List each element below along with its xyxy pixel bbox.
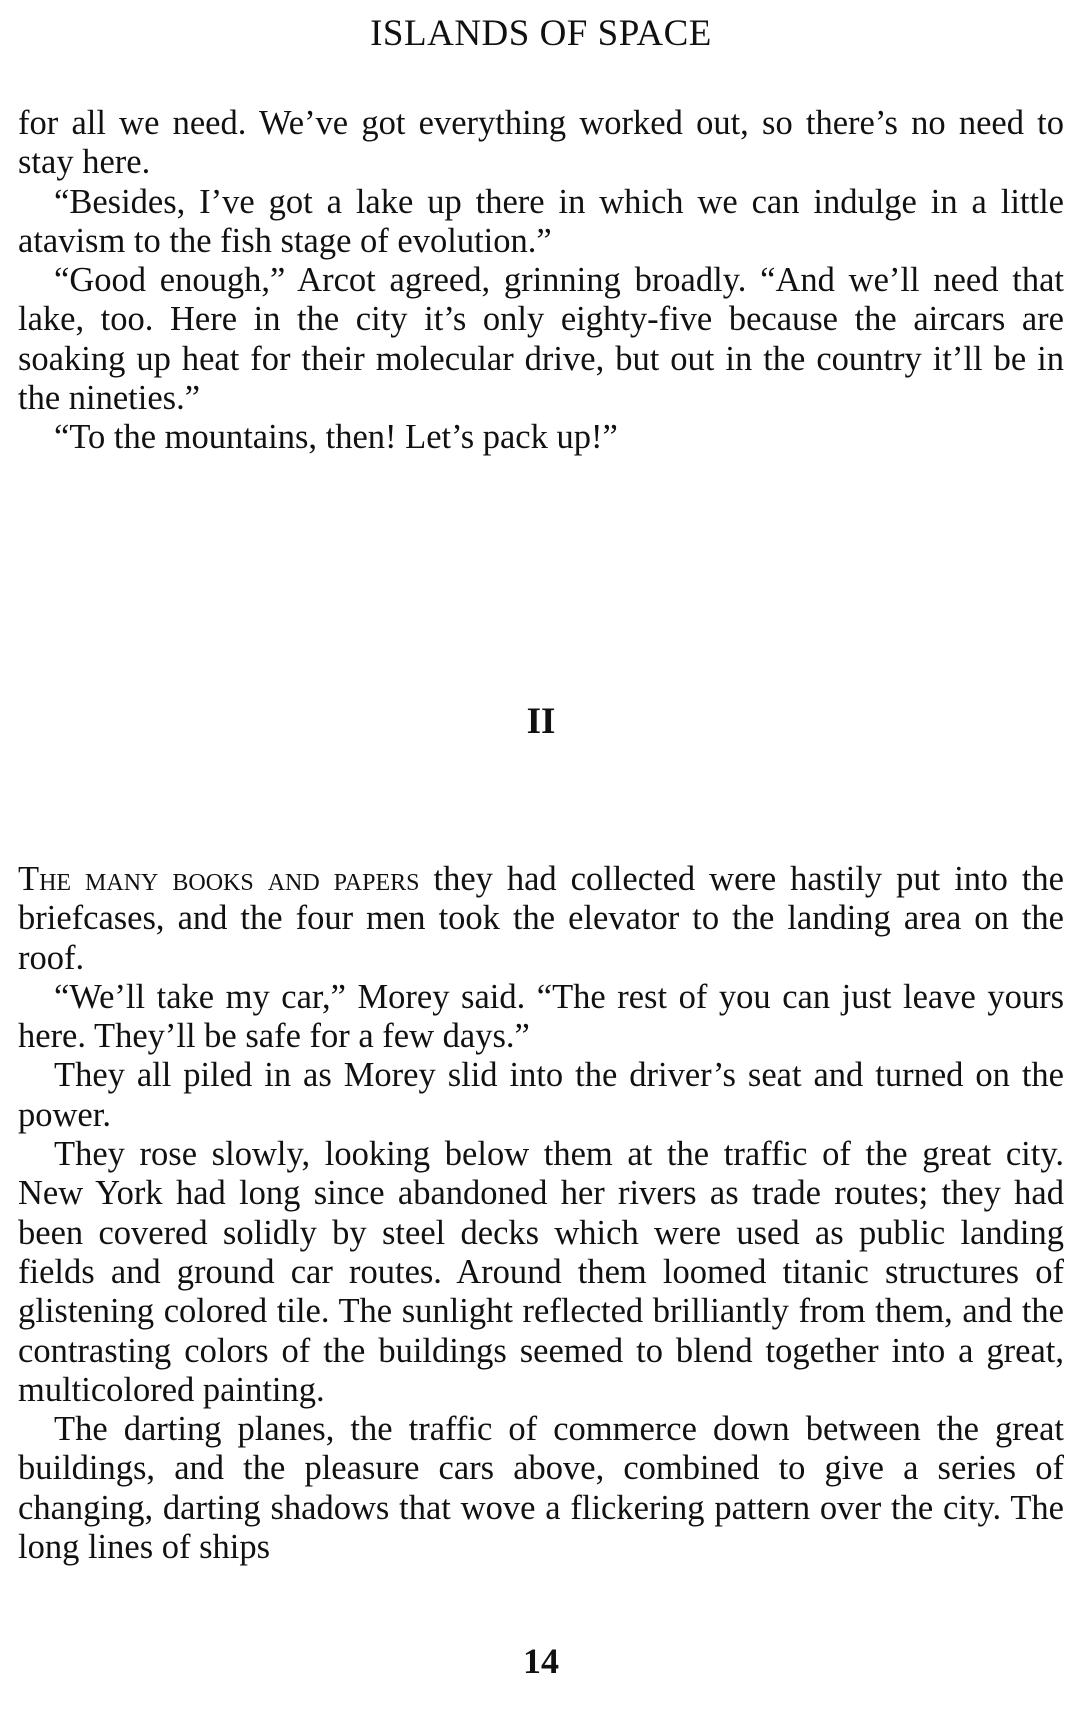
paragraph: “We’ll take my car,” Morey said. “The rest of you can just leave yours here. They’ll be safe for a few days.” xyxy=(18,977,1064,1056)
chapter-opening-paragraph xyxy=(18,860,1064,978)
continued-text xyxy=(18,104,1064,458)
paragraph: for all we need. We’ve got everything worked out, so there’s no need to stay here. xyxy=(18,104,1064,182)
chapter-number: II xyxy=(526,701,556,742)
paragraph: “To the mountains, then! Let’s pack up!” xyxy=(54,418,618,457)
chapter-lead-in: The many books and papers xyxy=(18,860,420,898)
paragraph: “Good enough,” Arcot agreed, grinning broadly. “And we’ll need that lake, too. Here in the city it’s only eighty-five because the aircars are soaking up heat for their molecular drive, but out in the country it’ll be in the nineties.” xyxy=(18,261,1064,418)
paragraph: The darting planes, the traffic of commerce down between the great buildings, and the pleasure cars above, combined to give a series of changing, darting shadows that wove a flickering pattern over the city. The long lines of ships xyxy=(18,1410,1064,1567)
running-head: ISLANDS OF SPACE xyxy=(370,13,712,54)
paragraph: They rose slowly, looking below them at the traffic of the great city. New York had long since abandoned her rivers as trade routes; they had been covered solidly by steel decks which were used as public landing fields and ground car routes. Around them loomed titanic structures of glistening colored tile. The sunlight reflected brilliantly from them, and the contrasting colors of the buildings seemed to blend together into a great, multicolored painting. xyxy=(18,1135,1064,1409)
page-number: 14 xyxy=(523,1641,559,1681)
paragraph: “Besides, I’ve got a lake up there in which we can indulge in a little atavism to the fish stage of evolution.” xyxy=(18,182,1064,260)
paragraph: They all piled in as Morey slid into the driver’s seat and turned on the power. xyxy=(18,1056,1064,1134)
chapter-text xyxy=(18,860,1064,1567)
chapter-opening-rest: they had collected were hastily put into the briefcases, and the four men took the elevator to the landing area on the roof. xyxy=(18,860,1064,977)
